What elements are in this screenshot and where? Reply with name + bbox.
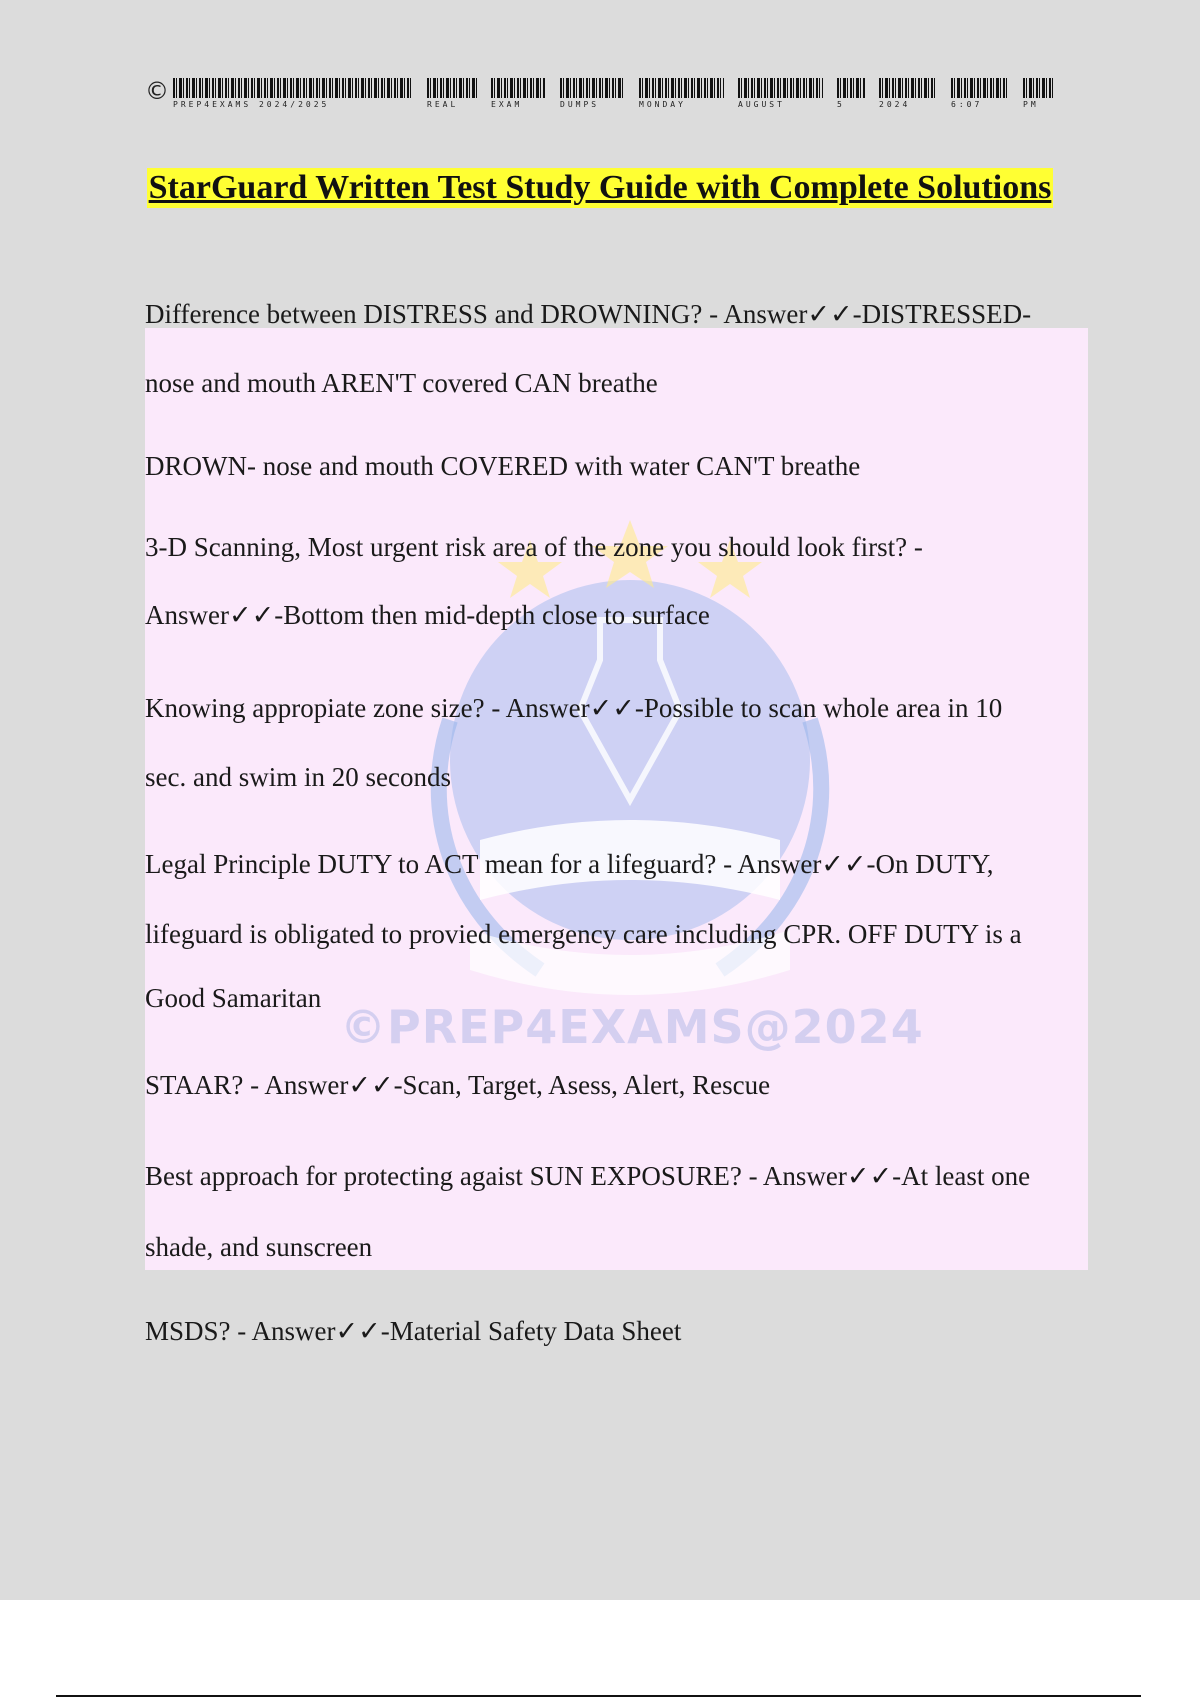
barcode-icon [1023,78,1055,98]
barcode-segment [639,78,724,109]
barcode-segment [951,78,1009,109]
barcode-icon [738,78,823,98]
barcode-caption: REAL [427,100,459,109]
barcode-caption: 2024 [879,100,911,109]
text-line: nose and mouth AREN'T covered CAN breathe [145,368,658,398]
text-line: Knowing appropiate zone size? - Answer✓✓-Possible to scan whole area in 10 [145,693,1003,723]
text-line: Legal Principle DUTY to ACT mean for a lifeguard? - Answer✓✓-On DUTY, [145,849,994,879]
text-line: Difference between DISTRESS and DROWNING? - Answer✓✓-DISTRESSED- [145,299,1032,329]
text-line: MSDS? - Answer✓✓-Material Safety Data Sheet [145,1316,682,1346]
barcode-icon [951,78,1009,98]
text-line: sec. and swim in 20 seconds [145,762,451,792]
text-line: Best approach for protecting agaist SUN EXPOSURE? - Answer✓✓-At least one [145,1161,1031,1191]
barcode-caption: 6:07 [951,100,983,109]
barcode-segment [879,78,937,109]
footer-divider [56,1695,1141,1697]
text-line: DROWN- nose and mouth COVERED with water CAN'T breathe [145,451,861,481]
copyright-symbol: © [145,77,169,105]
barcode-segment [173,78,413,109]
barcode-caption: PM [1023,100,1039,109]
barcode-caption: AUGUST [738,100,785,109]
barcode-segment [738,78,823,109]
barcode-icon [491,78,546,98]
barcode-caption: EXAM [491,100,523,109]
text-line: 3-D Scanning, Most urgent risk area of the zone you should look first? - [145,532,923,562]
barcode-icon [837,78,865,98]
title-container [0,168,1200,208]
barcode-icon [639,78,724,98]
text-line: Answer✓✓-Bottom then mid-depth close to surface [145,600,710,630]
text-line: shade, and sunscreen [145,1232,373,1262]
barcode-caption: PREP4EXAMS 2024/2025 [173,100,330,109]
watermark-text: ©PREP4EXAMS@2024 [340,1000,924,1054]
barcode-icon [560,78,625,98]
text-line: Good Samaritan [145,983,322,1013]
barcode-caption: DUMPS [560,100,600,109]
header-barcode [145,78,1080,112]
barcode-caption: MONDAY [639,100,686,109]
barcode-segment [491,78,546,109]
document-title: StarGuard Written Test Study Guide with Complete Solutions [148,169,1052,206]
barcode-segment [837,78,865,109]
barcode-segment [560,78,625,109]
barcode-caption: 5 [837,100,845,109]
barcode-icon [173,78,413,98]
barcode-segment [1023,78,1055,109]
text-line: STAAR? - Answer✓✓-Scan, Target, Asess, Alert, Rescue [145,1070,771,1100]
text-line: lifeguard is obligated to provied emergency care including CPR. OFF DUTY is a [145,919,1022,949]
barcode-icon [427,78,477,98]
barcode-segment [427,78,477,109]
barcode-icon [879,78,937,98]
